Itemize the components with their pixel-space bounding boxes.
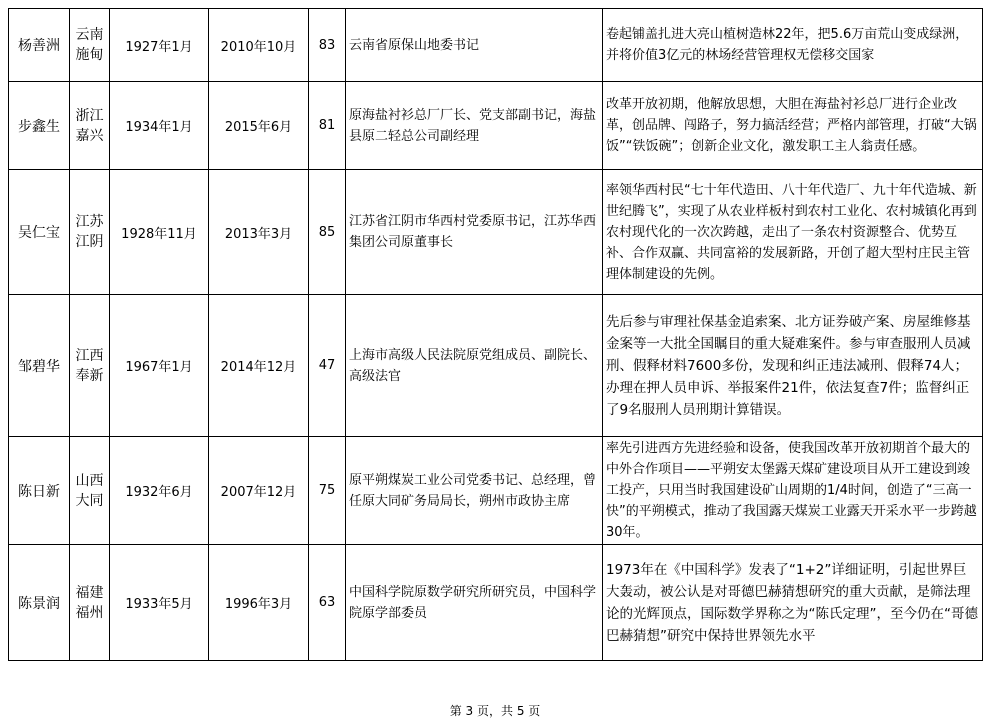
birth-date: 1934年1月 <box>110 82 209 170</box>
person-name: 步鑫生 <box>9 82 70 170</box>
table-row <box>9 170 983 295</box>
table-row <box>9 9 983 82</box>
birth-date: 1932年6月 <box>110 437 209 545</box>
death-date: 1996年3月 <box>209 545 309 661</box>
table-row <box>9 295 983 437</box>
birth-date: 1928年11月 <box>110 170 209 295</box>
birthplace: 云南 施甸 <box>70 9 110 82</box>
person-name: 邹碧华 <box>9 295 70 437</box>
birth-date: 1927年1月 <box>110 9 209 82</box>
position: 原平朔煤炭工业公司党委书记、总经理，曾任原大同矿务局局长，朔州市政协主席 <box>346 437 603 545</box>
position: 上海市高级人民法院原党组成员、副院长、高级法官 <box>346 295 603 437</box>
deeds: 率先引进西方先进经验和设备，使我国改革开放初期首个最大的中外合作项目——平朔安太堡露天煤矿建设项目从开工建设到竣工投产，只用当时我国建设矿山周期的1/4时间，创造了“三高一快”的平朔模式，推动了我国露天煤炭工业露天开采水平一步跨越30年。 <box>603 437 983 545</box>
deeds: 卷起铺盖扎进大亮山植树造林22年，把5.6万亩荒山变成绿洲，并将价值3亿元的林场经营管理权无偿移交国家 <box>603 9 983 82</box>
position: 中国科学院原数学研究所研究员，中国科学院原学部委员 <box>346 545 603 661</box>
death-date: 2015年6月 <box>209 82 309 170</box>
table-row <box>9 437 983 545</box>
deeds: 改革开放初期，他解放思想，大胆在海盐衬衫总厂进行企业改革，创品牌、闯路子，努力搞活经营；严格内部管理，打破“大锅饭”“铁饭碗”；创新企业文化，激发职工主人翁责任感。 <box>603 82 983 170</box>
page-number: 第 3 页，共 5 页 <box>449 704 541 718</box>
birthplace: 江西 奉新 <box>70 295 110 437</box>
birth-date: 1933年5月 <box>110 545 209 661</box>
honorees-table <box>8 8 983 661</box>
death-date: 2010年10月 <box>209 9 309 82</box>
position: 江苏省江阴市华西村党委原书记，江苏华西集团公司原董事长 <box>346 170 603 295</box>
death-date: 2007年12月 <box>209 437 309 545</box>
person-name: 陈景润 <box>9 545 70 661</box>
age: 83 <box>309 9 346 82</box>
position: 原海盐衬衫总厂厂长、党支部副书记，海盐县原二轻总公司副经理 <box>346 82 603 170</box>
table-row <box>9 545 983 661</box>
age: 75 <box>309 437 346 545</box>
birthplace: 福建 福州 <box>70 545 110 661</box>
person-name: 陈日新 <box>9 437 70 545</box>
age: 63 <box>309 545 346 661</box>
birthplace: 浙江 嘉兴 <box>70 82 110 170</box>
deeds: 率领华西村民“七十年代造田、八十年代造厂、九十年代造城、新世纪腾飞”，实现了从农业样板村到农村工业化、农村城镇化再到农村现代化的一次次跨越，走出了一条农村资源整合、优势互补、合作双赢、共同富裕的发展新路，开创了超大型村庄民主管理体制建设的先例。 <box>603 170 983 295</box>
table-row <box>9 82 983 170</box>
age: 47 <box>309 295 346 437</box>
birth-date: 1967年1月 <box>110 295 209 437</box>
age: 81 <box>309 82 346 170</box>
person-name: 杨善洲 <box>9 9 70 82</box>
birthplace: 江苏 江阴 <box>70 170 110 295</box>
deeds: 先后参与审理社保基金追索案、北方证券破产案、房屋维修基金案等一大批全国瞩目的重大疑难案件。参与审查服刑人员减刑、假释材料7600多份，发现和纠正违法减刑、假释74人；办理在押人员申诉、举报案件21件，依法复查7件；监督纠正了9名服刑人员刑期计算错误。 <box>603 295 983 437</box>
death-date: 2014年12月 <box>209 295 309 437</box>
birthplace: 山西 大同 <box>70 437 110 545</box>
deeds: 1973年在《中国科学》发表了“1+2”详细证明，引起世界巨大轰动，被公认是对哥德巴赫猜想研究的重大贡献，是筛法理论的光辉顶点，国际数学界称之为“陈氏定理”，至今仍在“哥德巴赫猜想”研究中保持世界领先水平 <box>603 545 983 661</box>
age: 85 <box>309 170 346 295</box>
person-name: 吴仁宝 <box>9 170 70 295</box>
position: 云南省原保山地委书记 <box>346 9 603 82</box>
death-date: 2013年3月 <box>209 170 309 295</box>
